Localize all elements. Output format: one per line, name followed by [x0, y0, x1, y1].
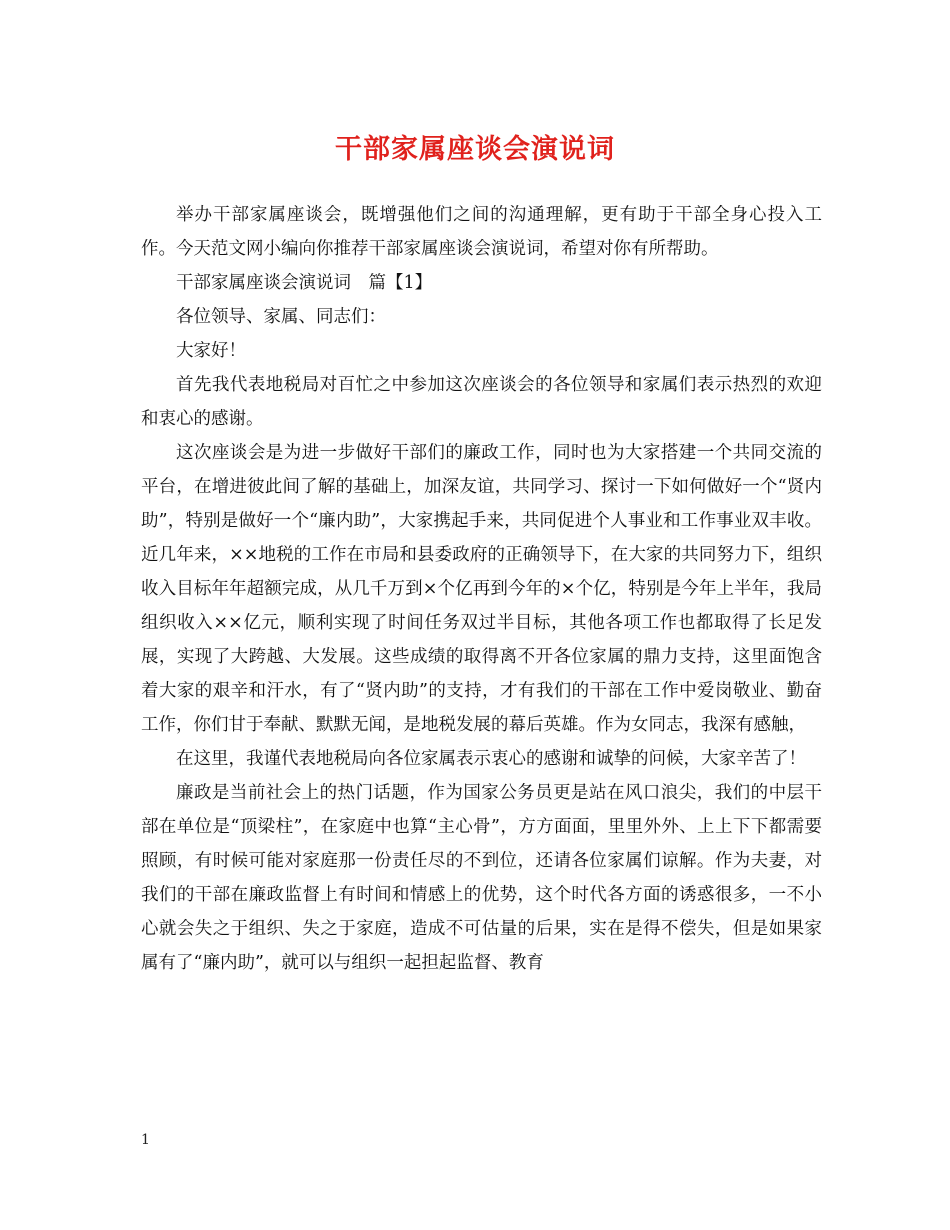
paragraph-integrity: 廉政是当前社会上的热门话题，作为国家公务员更是站在风口浪尖，我们的中层干部在单位是“顶梁柱”，在家庭中也算“主心骨”，方方面面，里里外外、上上下下都需要照顾，有时候可能对家庭那一份责任尽的不到位，还请各位家属们谅解。作为夫妻，对我们的干部在廉政监督上有时间和情感上的优势，这个时代各方面的诱惑很多，一不小心就会失之于组织、失之于家庭，造成不可估量的后果，实在是得不偿失，但是如果家属有了“廉内助”，就可以与组织一起担起监督、教育: [141, 783, 822, 973]
paragraph-intro: 举办干部家属座谈会，既增强他们之间的沟通理解，更有助于干部全身心投入工作。今天范文网小编向你推荐干部家属座谈会演说词，希望对你有所帮助。: [141, 205, 822, 259]
document-body: [141, 198, 822, 980]
paragraph-greeting: 大家好！: [176, 341, 246, 361]
paragraph-salutation: 各位领导、家属、同志们：: [176, 307, 386, 327]
paragraph-welcome: 首先我代表地税局对百忙之中参加这次座谈会的各位领导和家属们表示热烈的欢迎和衷心的感谢。: [141, 375, 822, 429]
paragraph-achievements: 这次座谈会是为进一步做好干部们的廉政工作，同时也为大家搭建一个共同交流的平台，在增进彼此间了解的基础上，加深友谊，共同学习、探讨一下如何做好一个“贤内助”，特别是做好一个“廉内助”，大家携起手来，共同促进个人事业和工作事业双丰收。近几年来，××地税的工作在市局和县委政府的正确领导下，在大家的共同努力下，组织收入目标年年超额完成，从几千万到×个亿再到今年的×个亿，特别是今年上半年，我局组织收入××亿元，顺利实现了时间任务双过半目标，其他各项工作也都取得了长足发展，实现了大跨越、大发展。这些成绩的取得离不开各位家属的鼎力支持，这里面饱含着大家的艰辛和汗水，有了“贤内助”的支持，才有我们的干部在工作中爱岗敬业、勤奋工作，你们甘于奉献、默默无闻，是地税发展的幕后英雄。作为女同志，我深有感触，: [141, 443, 822, 735]
document-title: 干部家属座谈会演说词: [335, 134, 615, 165]
paragraph-thanks: 在这里，我谨代表地税局向各位家属表示衷心的感谢和诚挚的问候，大家辛苦了！: [176, 749, 806, 769]
page-number: 1: [141, 1132, 150, 1148]
paragraph-section-heading: 干部家属座谈会演说词 篇【1】: [176, 273, 433, 293]
